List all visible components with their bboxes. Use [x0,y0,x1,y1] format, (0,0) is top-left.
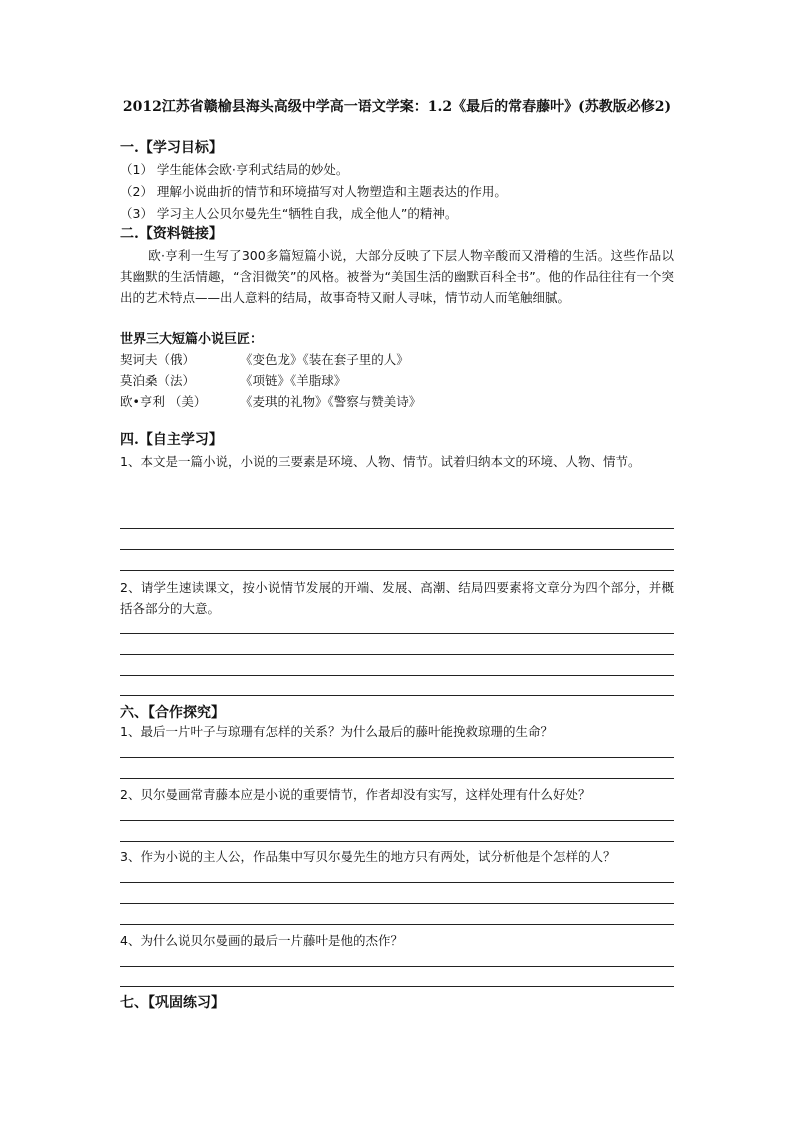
answer-line[interactable] [120,841,674,842]
answer-line[interactable] [120,778,674,779]
answer-line[interactable] [120,570,674,571]
master-name: 契诃夫（俄） [120,352,196,367]
master-row [120,372,195,390]
section-heading-resources: 二.【资料链接】 [120,226,223,242]
document-title: 2012江苏省赣榆县海头高级中学高一语文学案：1.2《最后的常春藤叶》(苏教版必修2) [122,99,672,115]
goal-item-2: （2） 理解小说曲折的情节和环境描写对人物塑造和主题表达的作用。 [120,184,507,199]
section-heading-self-study: 四.【自主学习】 [120,432,223,448]
goal-item-3: （3） 学习主人公贝尔曼先生“牺牲自我，成全他人”的精神。 [120,206,458,221]
answer-line[interactable] [120,654,674,655]
answer-line[interactable] [120,966,674,967]
inquiry-question-4: 4、为什么说贝尔曼画的最后一片藤叶是他的杰作？ [120,933,403,948]
inquiry-question-3: 3、作为小说的主人公，作品集中写贝尔曼先生的地方只有两处，试分析他是个怎样的人？ [120,849,616,864]
answer-line[interactable] [120,882,674,883]
section-heading-consolidation-exercise: 七、【巩固练习】 [120,995,225,1011]
master-name: 欧•亨利 （美） [120,394,207,409]
masters-heading: 世界三大短篇小说巨匠： [120,332,264,347]
master-works: 《麦琪的礼物》《警察与赞美诗》 [240,394,422,409]
answer-line[interactable] [120,675,674,676]
answer-line[interactable] [120,528,674,529]
answer-line[interactable] [120,633,674,634]
master-works: 《变色龙》《装在套子里的人》 [240,352,409,367]
master-name: 莫泊桑（法） [120,373,196,388]
self-study-question-2: 2、请学生速读课文，按小说情节发展的开端、发展、高潮、结局四要素将文章分为四个部分，并概括各部分的大意。 [120,580,674,616]
answer-line[interactable] [120,695,674,696]
answer-line[interactable] [120,986,674,987]
goal-item-1: （1） 学生能体会欧·亨利式结局的妙处。 [120,162,349,177]
section-heading-cooperative-inquiry: 六、【合作探究】 [120,705,225,721]
answer-line[interactable] [120,924,674,925]
master-works: 《项链》《羊脂球》 [240,373,347,388]
answer-line[interactable] [120,903,674,904]
inquiry-question-1: 1、最后一片叶子与琼珊有怎样的关系？为什么最后的藤叶能挽救琼珊的生命？ [120,724,553,739]
resource-paragraph: 欧·亨利一生写了300多篇短篇小说，大部分反映了下层人物辛酸而又滑稽的生活。这些作品以其幽默的生活情趣，“含泪微笑”的风格。被誉为“美国生活的幽默百科全书”。他的作品往往有一个突出的艺术特点——出人意料的结局，故事奇特又耐人寻味，情节动人而笔触细腻。 [120,248,674,305]
answer-line[interactable] [120,820,674,821]
self-study-question-1: 1、本文是一篇小说，小说的三要素是环境、人物、情节。试着归纳本文的环境、人物、情节。 [120,454,641,469]
answer-line[interactable] [120,549,674,550]
answer-line[interactable] [120,757,674,758]
master-row [120,351,195,369]
section-heading-learning-goals: 一.【学习目标】 [120,140,223,156]
inquiry-question-2: 2、贝尔曼画常青藤本应是小说的重要情节，作者却没有实写，这样处理有什么好处？ [120,787,591,802]
master-row [120,393,206,411]
